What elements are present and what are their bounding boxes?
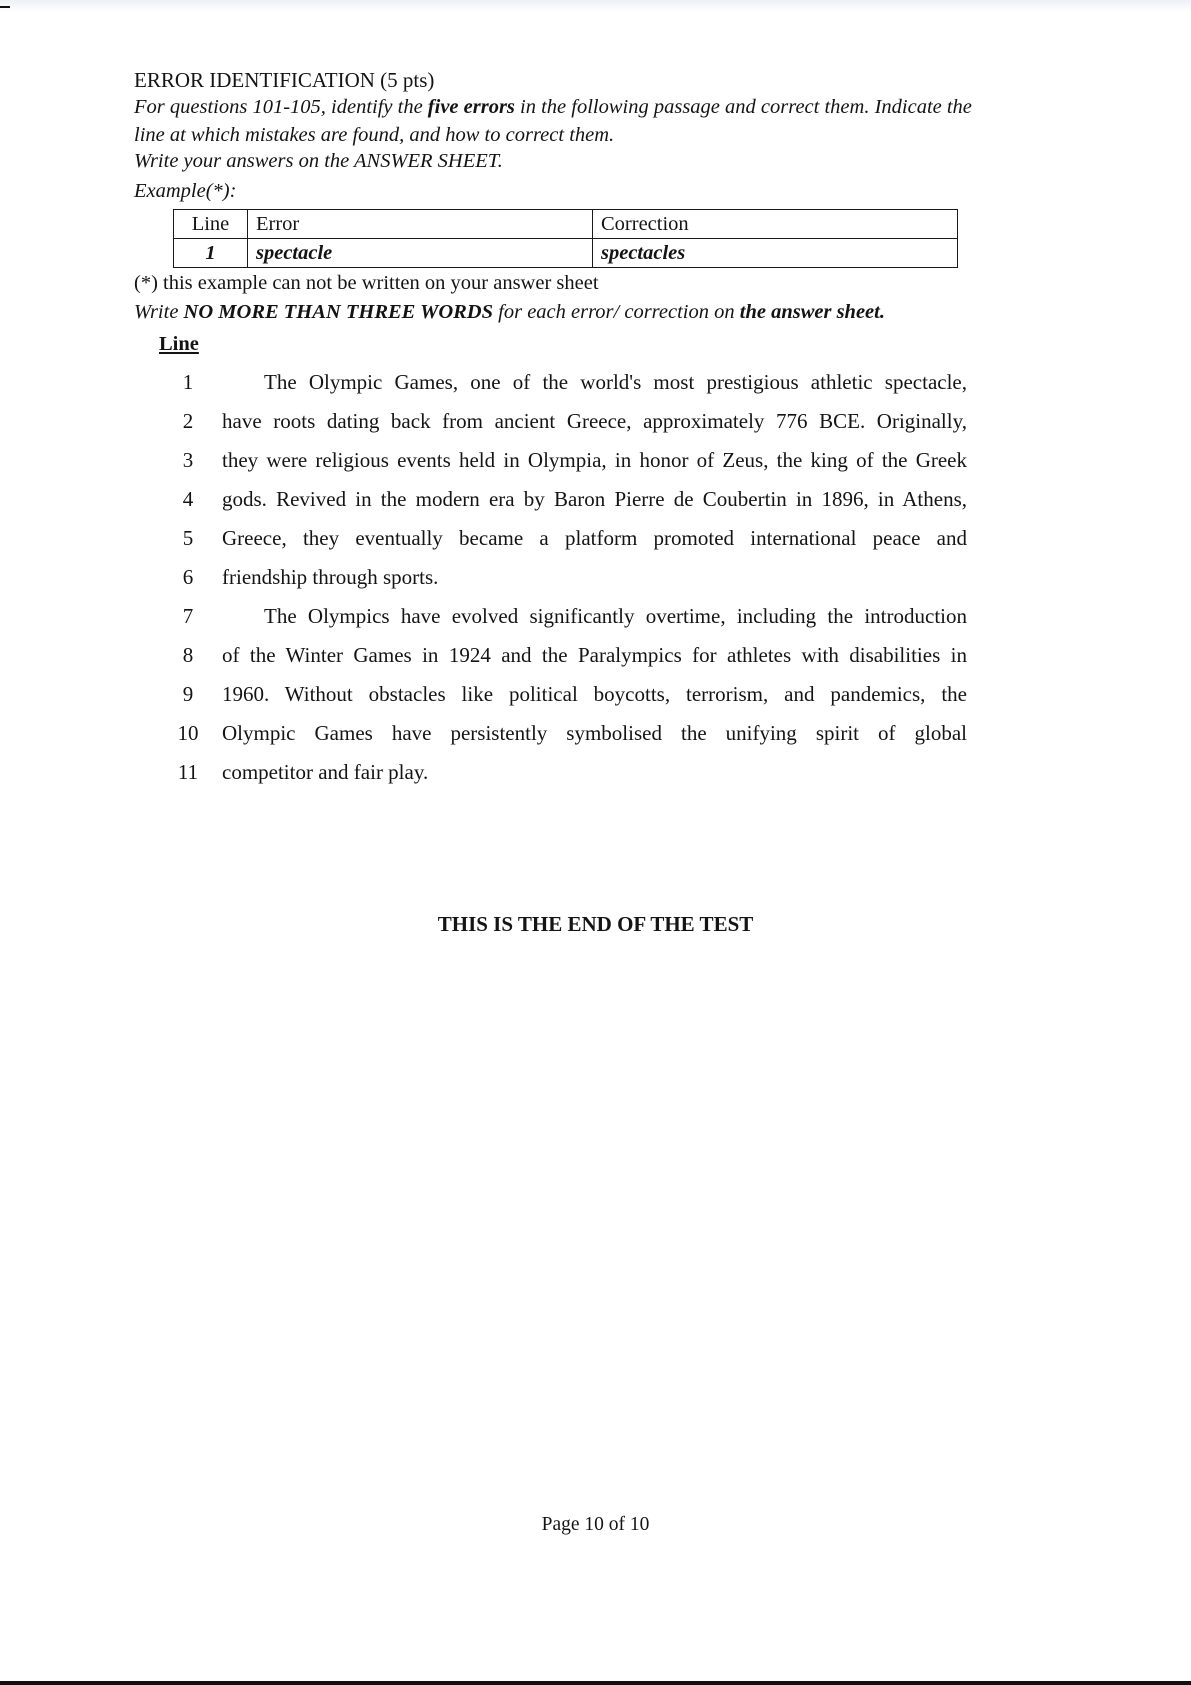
passage-line (170, 526, 967, 556)
line-text: The Olympic Games, one of the world's most prestigious athletic spectacle, (264, 370, 967, 394)
line-text: friendship through sports. (222, 565, 439, 589)
section-title: ERROR IDENTIFICATION (5 pts) (134, 68, 435, 92)
passage-line (170, 643, 967, 673)
example-note: (*) this example can not be written on your answer sheet (134, 272, 599, 294)
line-text: competitor and fair play. (222, 760, 429, 784)
instruction-line-3: Write your answers on the ANSWER SHEET. (134, 150, 503, 172)
scan-mark (0, 6, 10, 8)
line-text: they were religious events held in Olympia, in honor of Zeus, the king of the Greek (222, 448, 967, 472)
line-number: 8 (182, 643, 194, 667)
page-number: Page 10 of 10 (541, 1514, 650, 1535)
instruction-text: in the following passage and correct them. Indicate the (514, 96, 972, 118)
line-number: 11 (177, 760, 199, 784)
scan-edge-top (0, 0, 1191, 12)
line-text: have roots dating back from ancient Greece, approximately 776 BCE. Originally, (222, 409, 967, 433)
instruction-text: For questions 101-105, identify the (134, 96, 428, 118)
word-limit-instruction (134, 301, 885, 324)
example-line: 1 (174, 239, 248, 268)
example-table (173, 209, 958, 268)
line-text: 1960. Without obstacles like political boycotts, terrorism, and pandemics, the (222, 682, 967, 706)
line-text: gods. Revived in the modern era by Baron Pierre de Coubertin in 1896, in Athens, (222, 487, 967, 511)
passage-line (170, 487, 967, 517)
header-correction: Correction (593, 210, 958, 239)
instruction-line-1 (134, 96, 972, 119)
example-error: spectacle (248, 239, 593, 268)
line-number: 3 (182, 448, 194, 472)
passage-line (170, 409, 967, 439)
passage-line (170, 604, 967, 634)
example-label: Example(*): (134, 180, 237, 202)
instruction-emphasis: NO MORE THAN THREE WORDS (183, 301, 494, 323)
example-table-header (174, 210, 958, 239)
passage-line (170, 721, 967, 751)
instruction-emphasis: the answer sheet. (739, 301, 885, 323)
line-number: 9 (182, 682, 194, 706)
line-text: The Olympics have evolved significantly overtime, including the introduction (264, 604, 967, 628)
line-number: 4 (182, 487, 194, 511)
passage-line (170, 760, 967, 790)
passage-line (170, 370, 967, 400)
line-number: 2 (182, 409, 194, 433)
header-error: Error (248, 210, 593, 239)
line-text: Olympic Games have persistently symbolised the unifying spirit of global (222, 721, 967, 745)
line-number: 1 (182, 370, 194, 394)
end-of-test-notice: THIS IS THE END OF THE TEST (437, 912, 754, 936)
line-number: 5 (182, 526, 194, 550)
passage-line (170, 565, 967, 595)
line-text: of the Winter Games in 1924 and the Paralympics for athletes with disabilities in (222, 643, 967, 667)
line-number: 6 (182, 565, 194, 589)
line-number: 7 (182, 604, 194, 628)
instruction-text: for each error/ correction on (493, 301, 740, 323)
scan-edge-bottom (0, 1681, 1191, 1685)
instruction-line-2: line at which mistakes are found, and how to correct them. (134, 124, 615, 146)
instruction-text: Write (134, 301, 184, 323)
instruction-emphasis: five errors (427, 96, 515, 118)
line-number: 10 (177, 721, 199, 745)
line-column-header: Line (159, 333, 199, 355)
line-text: Greece, they eventually became a platform promoted international peace and (222, 526, 967, 550)
passage-line (170, 682, 967, 712)
example-correction: spectacles (593, 239, 958, 268)
header-line: Line (174, 210, 248, 239)
example-table-row (174, 239, 958, 268)
passage-line (170, 448, 967, 478)
